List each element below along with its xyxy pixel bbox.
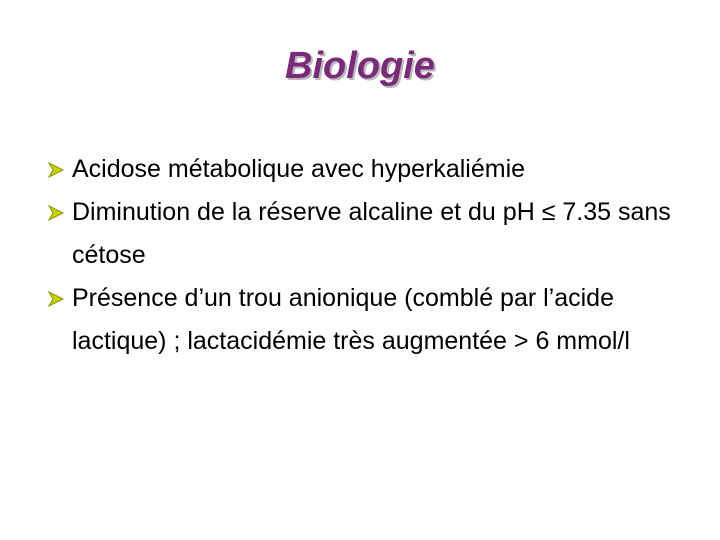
bullet-text: Acidose métabolique avec hyperkaliémie (72, 155, 526, 183)
slide-title: Biologie (285, 45, 435, 87)
bullet-text: Diminution de la réserve alcaline et du pH ≤ 7.35 sans cétose (72, 198, 671, 269)
bullet-list (46, 148, 696, 363)
bullet-item (46, 148, 696, 191)
arrow-bullet-icon (46, 203, 66, 223)
bullet-text: Présence d’un trou anionique (comblé par l’acide lactique) ; lactacidémie très augmentée > 6 mmol/l (72, 284, 630, 355)
arrow-bullet-icon (46, 289, 66, 309)
arrow-bullet-icon (46, 160, 66, 180)
bullet-item (46, 191, 696, 277)
bullet-item (46, 277, 696, 363)
